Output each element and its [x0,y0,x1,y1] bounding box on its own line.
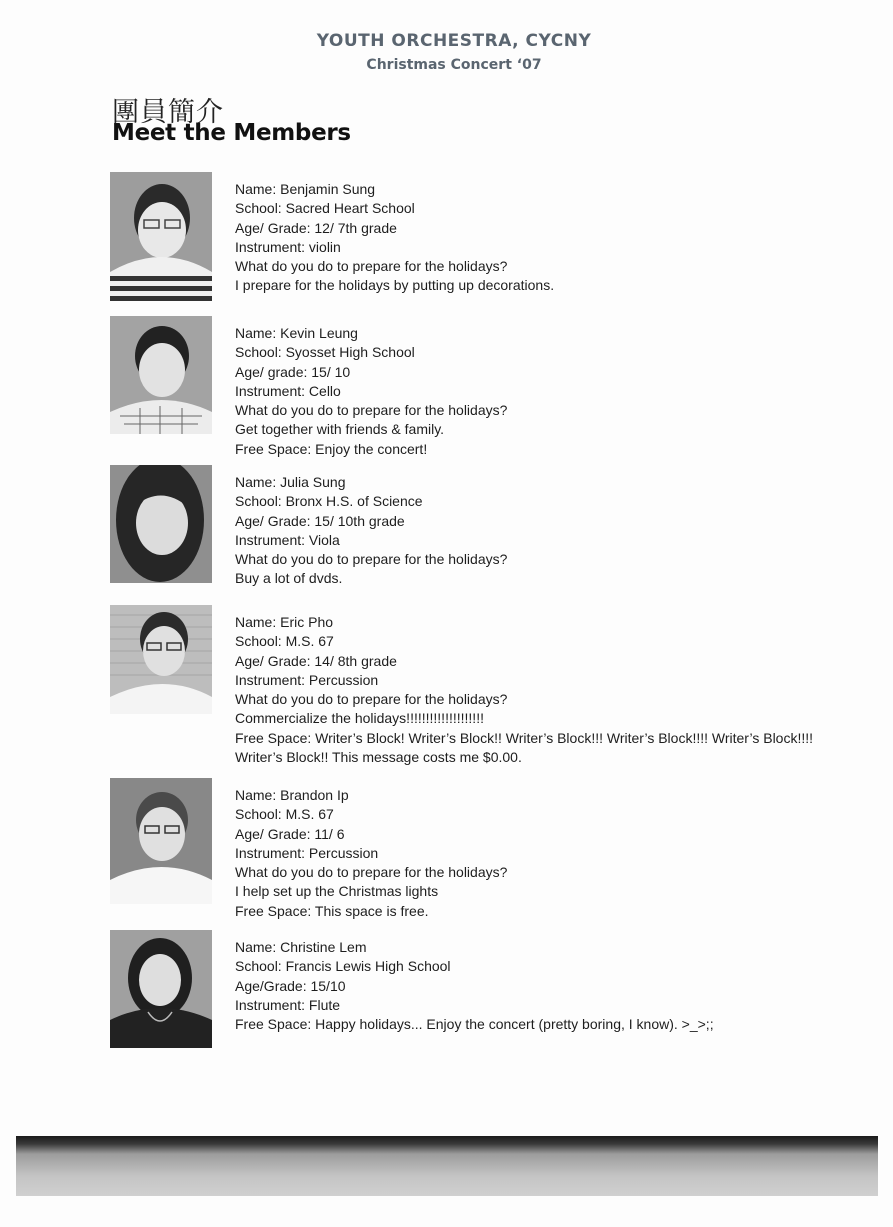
member-free-space: Free Space: Writer’s Block! Writer’s Block!! Writer’s Block!!! Writer’s Block!!!! Writer’s Block!!!! Writer’s Block!! This message costs me $0.00. [235,729,814,766]
member-instrument: Instrument: violin [235,238,341,255]
member-info [235,613,850,767]
member-entry-benjamin [110,172,850,302]
member-instrument: Instrument: Viola [235,531,340,548]
member-entry-christine [110,930,850,1050]
member-entry-julia [110,465,850,585]
member-photo [110,465,212,583]
member-age-grade: Age/ Grade: 15/ 10th grade [235,512,405,529]
member-school: School: Francis Lewis High School [235,958,451,975]
heading-chinese: 團員簡介 [112,97,224,128]
member-info [235,180,845,296]
member-age-grade: Age/Grade: 15/10 [235,977,346,994]
member-info [235,938,845,1034]
member-age-grade: Age/ Grade: 14/ 8th grade [235,652,397,669]
member-name: Name: Julia Sung [235,474,346,490]
member-name: Name: Eric Pho [235,614,334,630]
member-entry-kevin [110,316,850,457]
scan-edge-shadow [16,1136,878,1196]
member-instrument: Instrument: Percussion [235,844,379,861]
member-school: School: Syosset High School [235,344,415,361]
member-question: What do you do to prepare for the holidays? [235,691,508,708]
member-info [235,324,845,459]
member-age-grade: Age/ Grade: 12/ 7th grade [235,219,397,236]
member-school: School: M.S. 67 [235,633,334,650]
member-entry-brandon [110,778,850,919]
member-school: School: M.S. 67 [235,806,334,823]
member-answer: I help set up the Christmas lights [235,883,439,900]
member-answer: Commercialize the holidays!!!!!!!!!!!!!!!!!!!! [235,710,484,727]
member-photo [110,605,212,714]
member-answer: Get together with friends & family. [235,421,445,438]
heading-english: Meet the Members [112,120,351,146]
member-age-grade: Age/ Grade: 11/ 6 [235,825,345,842]
member-answer: I prepare for the holidays by putting up decorations. [235,277,555,294]
member-age-grade: Age/ grade: 15/ 10 [235,363,351,380]
member-info [235,473,845,589]
member-question: What do you do to prepare for the holidays? [235,402,508,419]
member-free-space: Free Space: This space is free. [235,902,429,919]
member-photo [110,316,212,434]
member-entry-eric [110,605,850,766]
member-free-space: Free Space: Enjoy the concert! [235,440,428,457]
member-school: School: Bronx H.S. of Science [235,493,423,510]
member-photo [110,172,212,301]
member-instrument: Instrument: Percussion [235,671,379,688]
member-instrument: Instrument: Flute [235,996,341,1013]
member-name: Name: Kevin Leung [235,325,358,341]
orchestra-title: YOUTH ORCHESTRA, CYCNY [316,31,592,51]
member-free-space: Free Space: Happy holidays... Enjoy the concert (pretty boring, I know). >_>;; [235,1016,714,1033]
member-name: Name: Christine Lem [235,939,367,955]
member-question: What do you do to prepare for the holidays? [235,258,508,275]
concert-title: Christmas Concert ‘07 [366,57,542,73]
member-photo [110,930,212,1048]
member-question: What do you do to prepare for the holidays? [235,551,508,568]
member-answer: Buy a lot of dvds. [235,570,343,587]
member-name: Name: Benjamin Sung [235,181,376,197]
member-school: School: Sacred Heart School [235,200,415,217]
member-info [235,786,845,921]
member-name: Name: Brandon Ip [235,787,349,803]
member-question: What do you do to prepare for the holidays? [235,864,508,881]
member-photo [110,778,212,904]
member-instrument: Instrument: Cello [235,382,341,399]
